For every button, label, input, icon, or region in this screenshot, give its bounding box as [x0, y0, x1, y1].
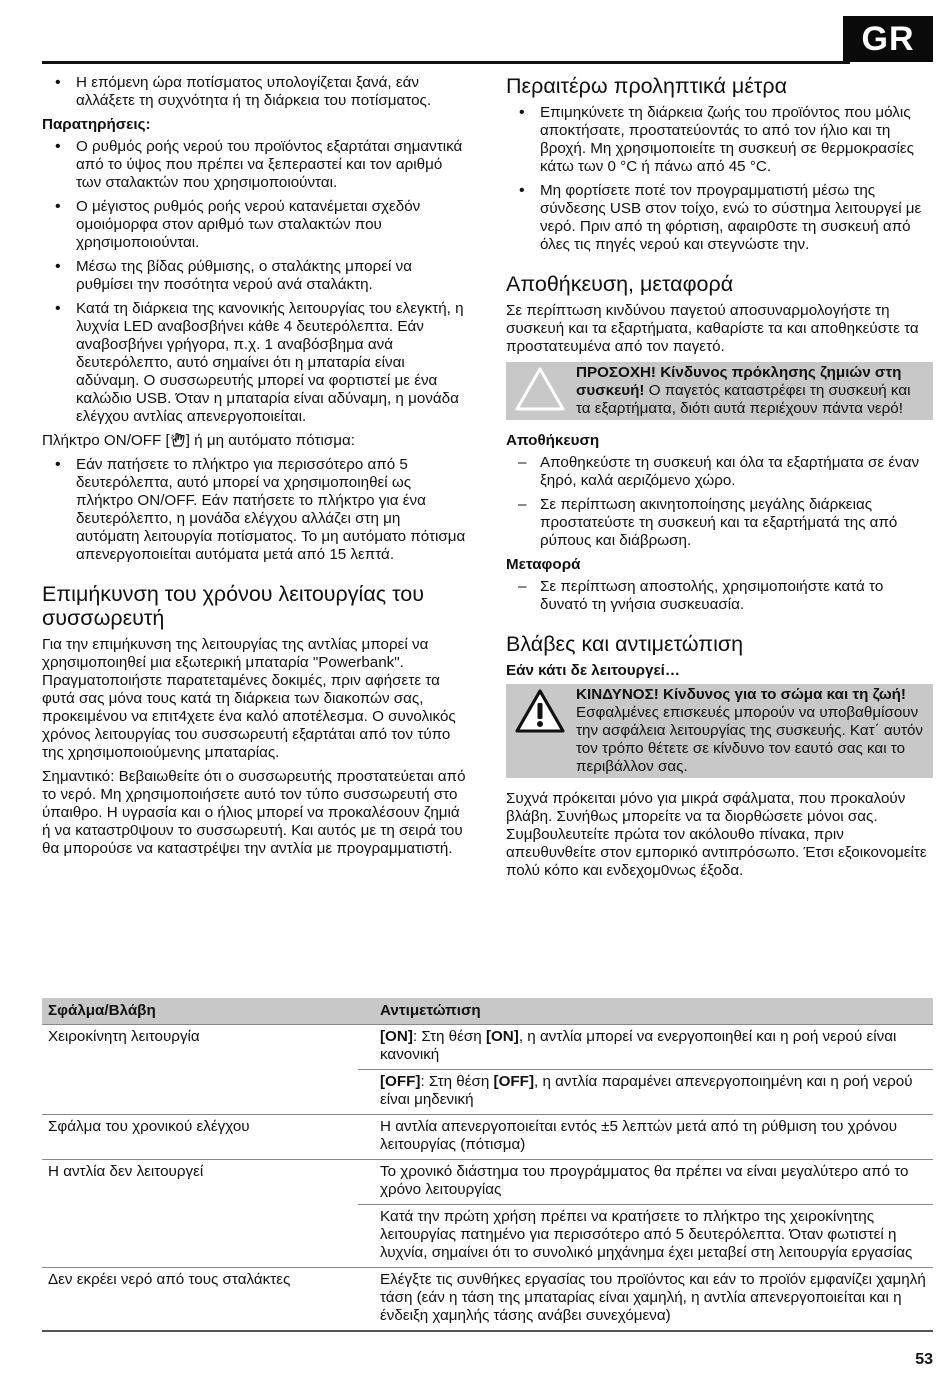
column-header-fault: Σφάλμα/Βλάβη — [42, 998, 358, 1025]
fault-cell — [42, 1070, 358, 1115]
list-item: – Αποθηκεύστε τη συσκευή και όλα τα εξαρτήματα σε έναν ξηρό, καλά αεριζόμενο χώρο. — [506, 454, 933, 490]
list-item: • Μη φορτίσετε ποτέ τον προγραμματιστή μέσω της σύνδεσης USB στον τοίχο, ενώ το σύστημα λειτουργεί με νερό. Πριν από τη φόρτιση, αφαιρ0στε τη συσκευή από όλες τις πηγές νερού και στεγνώστε την. — [506, 182, 933, 254]
column-header-remedy: Αντιμετώπιση — [358, 998, 933, 1025]
list-item: • Εάν πατήσετε το πλήκτρο για περισσότερο από 5 δευτερόλεπτα, αυτό μπορεί να χρησιμοποιηθεί ως πλήκτρο ON/OFF. Εάν πατήσετε το πλήκτρο για ένα δευτερόλεπτο, η μονάδα ελέγχου αλλάζει στη μη αυτόματη λειτουργία ποτίσματος. Το μη αυτόματο πότισμα απενεργοποιείται αυτόματα μετά από 15 λεπτά. — [42, 456, 467, 564]
transport-subheading: Μεταφορά — [506, 556, 581, 573]
storage-heading: Αποθήκευση, μεταφορά — [506, 272, 734, 296]
remedy-text: : Στη θέση — [420, 1073, 494, 1090]
remedy-cell: Κατά την πρώτη χρήση πρέπει να κρατήσετε το πλήκτρο της χειροκίνητης λειτουργίας πατημένο για περισσότερο από 5 δευτερόλεπτα. Όταν φωτιστεί η λυχνία, σημαίνει ότι το συνολικό μηχάνημα έχει μεταβεί στη λειτουργία εργασίας — [358, 1205, 933, 1268]
table-row — [42, 1115, 933, 1160]
battery-heading: Επιμήκυνση του χρόνου λειτουργίας του συσσωρευτή — [42, 582, 424, 630]
onoff-suffix: ] ή μη αυτόματο πότισμα: — [185, 432, 355, 449]
precaution-heading: Περαιτέρω προληπτικά μέτρα — [506, 74, 788, 98]
table-row — [42, 1160, 933, 1205]
trouble-heading: Βλάβες και αντιμετώπιση — [506, 632, 744, 656]
precaution-list — [506, 104, 933, 254]
table-row — [42, 1268, 933, 1332]
page-number: 53 — [915, 1351, 933, 1368]
list-item: • Ο ρυθμός ροής νερού του προϊόντος εξαρτάται σημαντικά από το ύψος που πρέπει να ξεπεραστεί και τον αριθμό των σταλακτών που χρησιμοποιούνται. — [42, 138, 467, 192]
remedy-text: , η αντλία παραμένει απενεργοποιημένη και η ροή νερού είναι μηδενική — [380, 1073, 913, 1108]
onoff-prefix: Πλήκτρο ON/OFF [ — [42, 432, 170, 449]
list-item: – Σε περίπτωση ακινητοποίησης μεγάλης διάρκειας προστατεύστε τη συσκευή και τα εξαρτήματά της από ρύπους και διάβρωση. — [506, 496, 933, 550]
remedy-bold: [OFF] — [493, 1073, 534, 1090]
onoff-list — [42, 456, 467, 564]
remedy-cell — [358, 1025, 933, 1070]
remedy-cell: Η αντλία απενεργοποιείται εντός ±5 λεπτών μετά από τη ρύθμιση του χρόνου λειτουργίας (πότισμα) — [358, 1115, 933, 1160]
caution-text: Ο παγετός καταστρέφει τη συσκευή και τα εξαρτήματα, διότι αυτά περιέχουν πάντα νερό! — [576, 382, 911, 417]
notes-heading: Παρατηρήσεις: — [42, 116, 151, 133]
list-item: • Μέσω της βίδας ρύθμισης, ο σταλάκτης μπορεί να ρυθμίσει την ποσότητα νερού ανά σταλάκτη. — [42, 258, 467, 294]
fault-cell: Σφάλμα του χρονικού ελέγχου — [42, 1115, 358, 1160]
troubleshooting-table-wrap — [42, 998, 933, 1332]
list-item: • Κατά τη διάρκεια της κανονικής λειτουργίας του ελεγκτή, η λυχνία LED αναβοσβήνει κάθε 4 δευτερόλεπτα. Εάν αναβοσβήνει γρήγορα, π.χ. 1 αναβόσβημα ανά δευτερόλεπτο, αυτό σημαίνει ότι η μπαταρία είναι αδύναμη. Ο συσσωρευτής μπορεί να φορτιστεί με ένα καλώδιο USB. Όταν η μπαταρία είναι αδύναμη, η μονάδα ελέγχου αντλίας απενεργοποιείται. — [42, 300, 467, 426]
store-list — [506, 454, 933, 550]
left-column — [42, 74, 467, 864]
danger-title: ΚΙΝΔΥΝΟΣ! Κίνδυνος για το σώμα και τη ζωή! — [576, 686, 906, 703]
battery-paragraph: Για την επιμήκυνση της λειτουργίας της αντλίας μπορεί να χρησιμοποιηθεί μια εξωτερική μπαταρία "Powerbank". Πραγματοποιήστε παρατεταμένες δοκιμές, πριν αφήσετε τα φυτά σας μόνα τους κατά τη διάρκεια των διακοπών σας, προκειμένου να επιτ4χετε ένα καλό αποτέλεσμα. Ο συνολικός χρόνος λειτουργίας του συσσωρευτή εξαρτάται από τον τύπο της χρησιμοποιούμενης μπαταρίας. — [42, 636, 456, 761]
transport-list — [506, 578, 933, 614]
trouble-paragraph: Συχνά πρόκειται μόνο για μικρά σφάλματα, που προκαλούν βλάβη. Συνήθως μπορείτε να τα διορθώσετε μόνοι σας. Συμβουλευτείτε πρώτα τον ακόλουθο πίνακα, πριν απευθυνθείτε στον εμπορικό αντιπρόσωπο. Έτσι εξοικονομείτε πολύ κόπο και ενδεχομ0νως έξοδα. — [506, 790, 927, 879]
remedy-cell: Το χρονικό διάστημα του προγράμματος θα πρέπει να είναι μεγαλύτερο από το χρόνο λειτουργίας — [358, 1160, 933, 1205]
table-row — [42, 1070, 933, 1115]
list-item: • Η επόμενη ώρα ποτίσματος υπολογίζεται ξανά, εάν αλλάξετε τη συχνότητα ή τη διάρκεια του ποτίσματος. — [42, 74, 467, 110]
table-row — [42, 1025, 933, 1070]
fault-cell: Η αντλία δεν λειτουργεί — [42, 1160, 358, 1205]
caution-title: ΠΡΟΣΟΧΗ! Κίνδυνος πρόκλησης ζημιών στη συσκευή! — [576, 364, 902, 399]
hand-press-icon — [170, 432, 186, 447]
language-tab: GR — [843, 16, 933, 62]
trouble-subheading: Εάν κάτι δε λειτουργεί… — [506, 662, 681, 679]
caution-box — [506, 362, 933, 420]
troubleshooting-table — [42, 998, 933, 1332]
store-subheading: Αποθήκευση — [506, 432, 600, 449]
list-item: • Ο μέγιστος ρυθμός ροής νερού κατανέμεται σχεδόν ομοιόμορφα στον αριθμό των σταλακτών που χρησιμοποιούνται. — [42, 198, 467, 252]
top-rule — [42, 61, 850, 64]
remedy-bold: [ON] — [380, 1028, 413, 1045]
list-item: – Σε περίπτωση αποστολής, χρησιμοποιήστε κατά το δυνατό τη γνήσια συσκευασία. — [506, 578, 933, 614]
remedy-text: , η αντλία μπορεί να ενεργοποιηθεί και η ροή νερού είναι κανονική — [380, 1028, 897, 1063]
remedy-bold: [OFF] — [380, 1073, 421, 1090]
battery-important-paragraph: Σημαντικό: Βεβαιωθείτε ότι ο συσσωρευτής προστατεύεται από το νερό. Μη χρησιμοποιήσετε αυτό τον τύπο συσσωρευτή στο ύπαιθρο. Η υγρασία και ο ήλιος μπορεί να προκαλέσουν ζημιά ή να καταστρ0ψουν το συσσωρευτή. Και αυτός με τη σειρά του θα μπορούσε να καταστρέψει την αντλία με προγραμματιστή. — [42, 768, 466, 857]
fault-cell: Δεν εκρέει νερό από τους σταλάκτες — [42, 1268, 358, 1332]
list-item: • Επιμηκύνετε τη διάρκεια ζωής του προϊόντος που μόλις αποκτήσατε, προστατεύοντάς το από τον ήλιο και τη βροχή. Μη χρησιμοποιείτε τη συσκευή σε θερμοκρασίες κάτω των 0 °C ή πάνω από 45 °C. — [506, 104, 933, 176]
caution-triangle-icon — [514, 366, 566, 412]
fault-cell: Χειροκίνητη λειτουργία — [42, 1025, 358, 1070]
table-header-row — [42, 998, 933, 1025]
onoff-label — [42, 432, 467, 450]
danger-text: Εσφαλμένες επισκευές μπορούν να υποβαθμίσουν την ασφάλεια λειτουργίας της συσκευής. Κατ΄ αυτόν τον τρόπο θέτετε σε κίνδυνο τον εαυτό σας και το περιβάλλον σας. — [576, 704, 924, 775]
table-row — [42, 1205, 933, 1268]
right-column — [506, 74, 933, 886]
remedy-text: : Στη θέση — [412, 1028, 486, 1045]
danger-box — [506, 684, 933, 778]
storage-paragraph: Σε περίπτωση κινδύνου παγετού αποσυναρμολογήστε τη συσκευή και τα εξαρτήματα, καθαρίστε τα και αποθηκεύστε τα προστατευμένα από τον παγετό. — [506, 302, 919, 355]
remedy-cell — [358, 1070, 933, 1115]
remedy-bold: [ON] — [485, 1028, 519, 1045]
fault-cell — [42, 1205, 358, 1268]
danger-warning-icon — [514, 688, 566, 734]
notes-list — [42, 138, 467, 426]
remedy-cell: Ελέγξτε τις συνθήκες εργασίας του προϊόντος και εάν το προϊόν εμφανίζει χαμηλή τάση (εάν η τάση της μπαταρίας είναι χαμηλή, η αντλία απενεργοποιείται και η ένδειξη χαμηλής τάσης ανάβει συνεχόμενα) — [358, 1268, 933, 1332]
intro-list — [42, 74, 467, 110]
